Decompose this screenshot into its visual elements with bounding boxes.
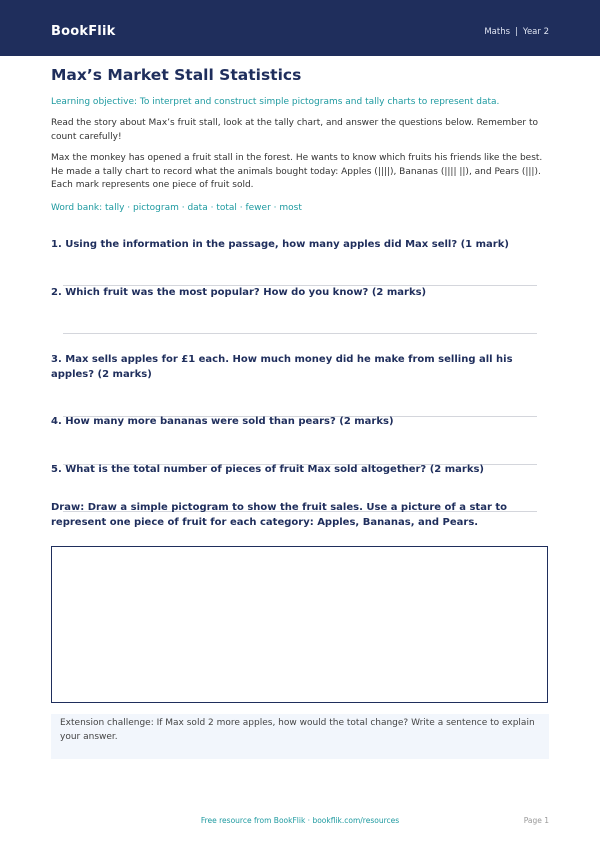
word-bank: Word bank: tally · pictogram · data · total · fewer · most — [51, 202, 302, 213]
question-4: 4. How many more bananas were sold than pears? (2 marks) — [51, 416, 394, 427]
learning-objective: Learning objective: To interpret and construct simple pictograms and tally charts to represent data. — [51, 97, 500, 107]
year-label: Year 2 — [522, 27, 549, 37]
page-header — [0, 0, 600, 56]
question-5: 5. What is the total number of pieces of fruit Max sold altogether? (2 marks) — [51, 464, 484, 475]
draw-task-instruction: Draw: Draw a simple pictogram to show the fruit sales. Use a picture of a star to represent one piece of fruit for each category: Apples, Bananas, and Pears. — [51, 502, 508, 528]
story-passage: Max the monkey has opened a fruit stall in the forest. He wants to know which fruits his friends like the best. He made a tally chart to record what the animals bought today: Apples (||||), Bananas (|||| ||), and Pears (|||). Each mark represents one piece of fruit sold. — [51, 153, 543, 191]
footer-credit: Free resource from BookFlik · bookflik.com/resources — [200, 816, 400, 825]
worksheet-title: Max’s Market Stall Statistics — [51, 66, 302, 84]
page-number: Page 1 — [523, 816, 549, 825]
question-1: 1. Using the information in the passage, how many apples did Max sell? (1 mark) — [51, 239, 509, 250]
instructions-text: Read the story about Max’s fruit stall, look at the tally chart, and answer the questions below. Remember to count carefully! — [51, 118, 538, 142]
answer-line[interactable] — [63, 333, 537, 334]
brand-logo: BookFlik — [51, 24, 116, 39]
meta-separator: | — [515, 27, 518, 37]
subject-year-label — [484, 27, 549, 37]
worksheet-body — [51, 63, 549, 742]
question-3: 3. Max sells apples for £1 each. How much money did he make from selling all his apples? (2 marks) — [51, 354, 513, 380]
question-2: 2. Which fruit was the most popular? How do you know? (2 marks) — [51, 287, 427, 298]
pictogram-drawing-area[interactable] — [51, 546, 548, 703]
extension-challenge: Extension challenge: If Max sold 2 more apples, how would the total change? Write a sentence to explain your answer. — [51, 714, 549, 759]
subject-label: Maths — [484, 27, 511, 37]
